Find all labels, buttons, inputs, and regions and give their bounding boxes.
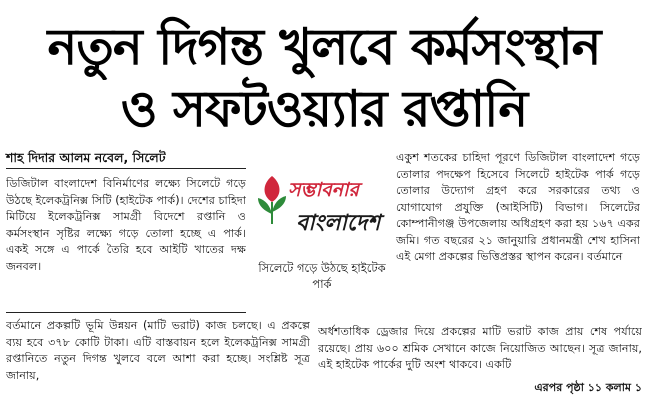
campaign-logo bbox=[252, 158, 392, 260]
logo-text-top: সম্ভাবনার bbox=[288, 179, 359, 201]
continuation-note: এরপর পৃষ্ঠা ১১ কলাম ১ bbox=[534, 381, 642, 394]
logo-caption: সিলেটে গড়ে উঠছে হাইটেক পার্ক bbox=[258, 261, 386, 291]
byline: শাহ দিদার আলম নবেল, সিলেট bbox=[6, 150, 166, 165]
paragraph: অর্ধশতাধিক ড্রেজার দিয়ে প্রকল্পের মাটি ভরাট কাজ প্রায় শেষ পর্যায়ে রয়েছে। প্রায় ৬০০ শ্রমিক সেখানে কাজে নিয়োজিত আছেন। সূত্র জানায়, এই হাইটেক পার্কের দুটি অংশ থাকবে। একটি bbox=[318, 325, 642, 371]
article-right-column bbox=[396, 150, 640, 322]
top-edge bbox=[0, 0, 648, 6]
section-divider bbox=[6, 312, 246, 313]
logo-text-bottom: বাংলাদেশ bbox=[296, 211, 381, 236]
flower-icon bbox=[252, 166, 292, 226]
paragraph: একুশ শতকের চাহিদা পূরণে ডিজিটাল বাংলাদেশ গড়ে তোলার পদক্ষেপ হিসেবে সিলেটে হাইটেক পার্ক গড়ে তোলার উদ্যোগ গ্রহণ করে সরকারের তথ্য ও যোগাযোগ প্রযুক্তি (আইসিটি) বিভাগ। সিলেটের কোম্পানীগঞ্জ উপজেলায় অধিগ্রহণ করা হয় ১৬৭ একর জমি। গত বছরের ২১ জানুয়ারি প্রধানমন্ত্রী শেখ হাসিনা এই মেগা প্রকল্পের ভিত্তিপ্রস্তর স্থাপন করেন। বর্তমানে bbox=[396, 151, 640, 263]
article-left-column bbox=[6, 176, 246, 310]
byline-rule bbox=[6, 168, 246, 169]
paragraph: বর্তমানে প্রকল্পটি ভূমি উন্নয়ন (মাটি ভরাট) কাজ চলছে। এ প্রকল্পে ব্যয় হবে ৩৭৮ কোটি টাকা। এটি বাস্তবায়ন হলে ইলেকট্রনিক্স সামগ্রী রপ্তানিতে নতুন দিগন্ত খুলবে বলে আশা করা হচ্ছে। সংশ্লিষ্ট সূত্র জানায়, bbox=[6, 319, 310, 382]
article-bottom-left bbox=[6, 318, 310, 398]
paragraph: ডিজিটাল বাংলাদেশ বিনির্মাণের লক্ষ্যে সিলেটে গড়ে উঠছে ইলেকট্রনিক্স সিটি (হাইটেক পার্ক)। দেশের চাহিদা মিটিয়ে ইলেকট্রনিক্স সামগ্রী বিদেশে রপ্তানি ও কর্মসংস্থান সৃষ্টির লক্ষ্যে গড়ে তোলা হচ্ছে এ পার্ক। একই সঙ্গে এ পার্কে তৈরি হবে আইটি খাতের দক্ষ জনবল। bbox=[6, 177, 246, 273]
headline-line-2: ও সফটওয়্যার রপ্তানি bbox=[120, 80, 528, 138]
headline-line-1: নতুন দিগন্ত খুলবে কর্মসংস্থান bbox=[47, 18, 601, 76]
